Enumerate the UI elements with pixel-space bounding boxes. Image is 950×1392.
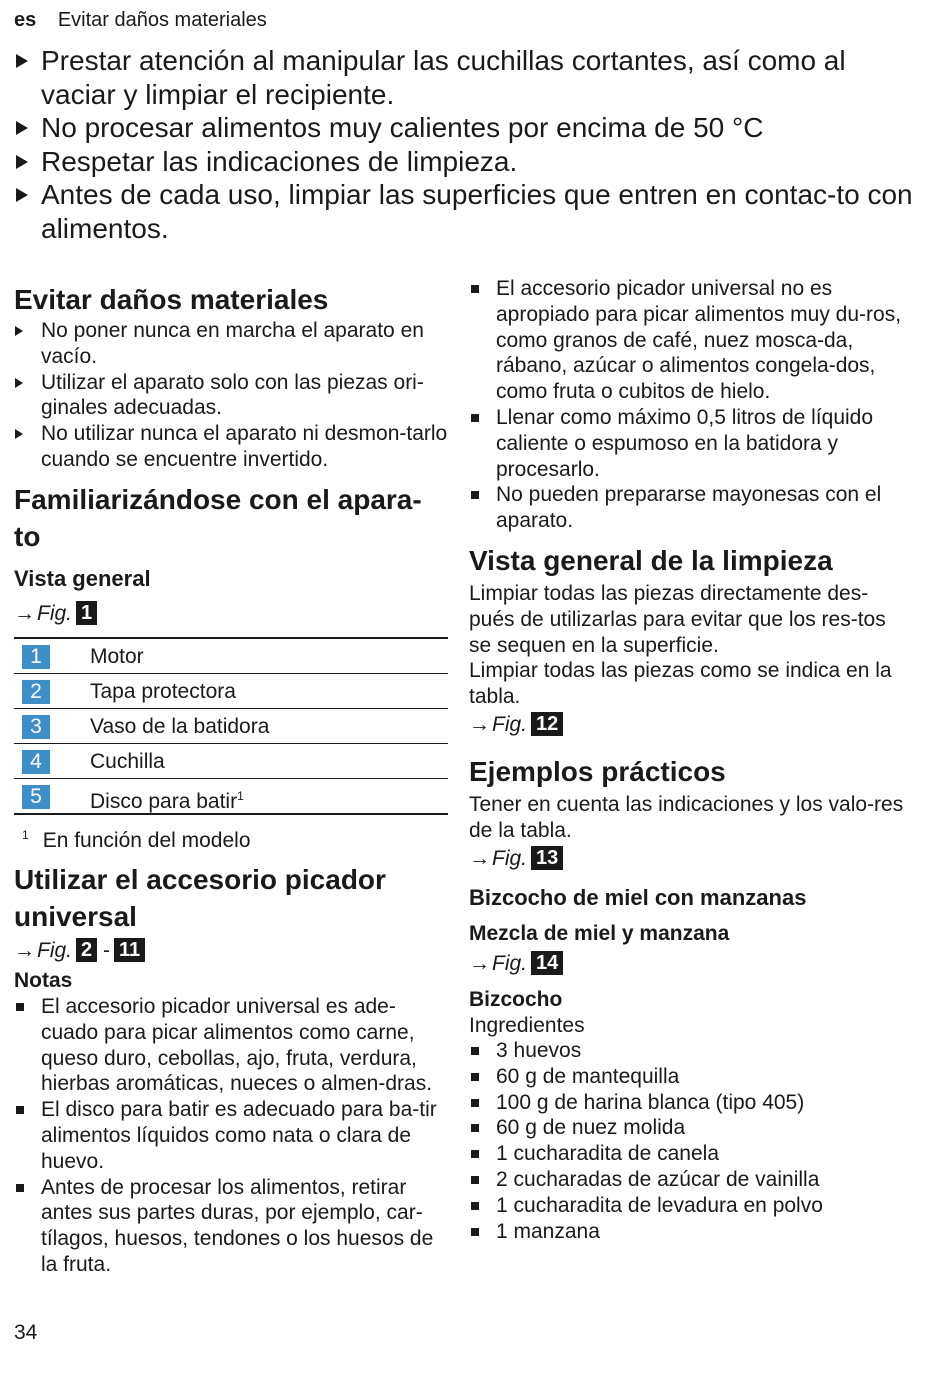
list-item: No poner nunca en marcha el aparato en vacío. <box>14 318 448 370</box>
part-label: Disco para batir$^1$ <box>90 789 244 813</box>
part-label: Motor <box>90 645 144 668</box>
square-bullet-icon <box>471 491 479 499</box>
square-bullet-icon <box>471 1047 479 1055</box>
section-title-chopper: Utilizar el accesorio picador universal <box>14 864 386 932</box>
triangle-bullet-icon <box>16 121 28 135</box>
triangle-bullet-icon <box>16 188 28 202</box>
square-bullet-icon <box>16 1106 24 1114</box>
figure-reference: →Fig. 2 - 11 <box>14 938 145 964</box>
header-title: Evitar daños materiales <box>57 9 267 31</box>
figure-badge: 13 <box>531 846 563 870</box>
figure-badge: 14 <box>531 951 563 975</box>
list-item: 60 g de nuez molida <box>469 1115 909 1141</box>
square-bullet-icon <box>471 414 479 422</box>
list-item: 100 g de harina blanca (tipo 405) <box>469 1090 909 1116</box>
table-footnote: $^1$ En función del modelo <box>22 828 251 852</box>
notes-list-continued <box>469 276 909 534</box>
arrow-icon: → <box>469 952 490 975</box>
arrow-icon: → <box>14 939 35 962</box>
figure-badge: 2 <box>76 938 97 962</box>
part-label: Cuchilla <box>90 750 165 773</box>
ingredients-label: Ingredientes <box>469 1014 585 1037</box>
list-item: El accesorio picador universal no es apropiado para picar alimentos muy du-ros, como granos de café, nuez mosca-da, rábano, azúcar o alimentos congela-dos, como fruta o cubitos de hielo. <box>469 276 909 405</box>
figure-reference: →Fig. 13 <box>469 846 563 872</box>
table-row <box>14 639 448 674</box>
triangle-bullet-icon <box>15 378 23 388</box>
list-item: No procesar alimentos muy calientes por encima de 50 °C <box>14 111 919 145</box>
triangle-bullet-icon <box>15 429 23 439</box>
square-bullet-icon <box>471 1099 479 1107</box>
notes-title: Notas <box>14 969 73 992</box>
square-bullet-icon <box>471 285 479 293</box>
square-bullet-icon <box>16 1184 24 1192</box>
arrow-icon: → <box>469 847 490 870</box>
triangle-bullet-icon <box>16 155 28 169</box>
page-header <box>14 9 267 32</box>
parts-table <box>14 637 448 815</box>
arrow-icon: → <box>14 602 35 625</box>
cake-title: Bizcocho <box>469 988 563 1011</box>
arrow-icon: → <box>469 713 490 736</box>
table-row <box>14 709 448 744</box>
table-row <box>14 674 448 709</box>
list-item: Antes de procesar los alimentos, retirar antes sus partes duras, por ejemplo, car-tílagos, huesos, tendones o los huesos de la fruta. <box>14 1175 448 1278</box>
figure-reference: →Fig. 1 <box>14 601 97 627</box>
figure-reference: →Fig. 12 <box>469 712 563 738</box>
footnote-marker: 1 <box>237 789 244 803</box>
square-bullet-icon <box>471 1073 479 1081</box>
list-item: Utilizar el aparato solo con las piezas ori-ginales adecuadas. <box>14 370 448 422</box>
table-row <box>14 779 448 815</box>
part-number-badge: 5 <box>22 785 50 809</box>
examples-text: Tener en cuenta las indicaciones y los valo-res de la tabla. <box>469 793 904 842</box>
list-item: 2 cucharadas de azúcar de vainilla <box>469 1167 909 1193</box>
list-item: Prestar atención al manipular las cuchillas cortantes, así como al vaciar y limpiar el recipiente. <box>14 44 919 111</box>
triangle-bullet-icon <box>16 54 28 68</box>
figure-badge: 11 <box>114 938 145 962</box>
list-item: No utilizar nunca el aparato ni desmon-tarlo cuando se encuentre invertido. <box>14 421 448 473</box>
square-bullet-icon <box>471 1150 479 1158</box>
ingredients-list <box>469 1038 909 1244</box>
square-bullet-icon <box>471 1176 479 1184</box>
section-title-cleaning: Vista general de la limpieza <box>469 545 833 576</box>
square-bullet-icon <box>16 1003 24 1011</box>
list-item: 1 manzana <box>469 1219 909 1245</box>
mix-title: Mezcla de miel y manzana <box>469 922 730 945</box>
section-title-familiar: Familiarizándose con el apara-to <box>14 484 422 552</box>
part-label: Tapa protectora <box>90 680 236 703</box>
square-bullet-icon <box>471 1202 479 1210</box>
list-item: 1 cucharadita de levadura en polvo <box>469 1193 909 1219</box>
list-item: Llenar como máximo 0,5 litros de líquido caliente o espumoso en la batidora y procesarlo. <box>469 405 909 482</box>
part-number-badge: 3 <box>22 715 50 739</box>
list-item: No pueden prepararse mayonesas con el aparato. <box>469 482 909 534</box>
square-bullet-icon <box>471 1228 479 1236</box>
recipe-title: Bizcocho de miel con manzanas <box>469 885 807 910</box>
list-item: 1 cucharadita de canela <box>469 1141 909 1167</box>
safety-bullet-list <box>14 44 919 245</box>
figure-badge: 12 <box>531 712 563 736</box>
damage-list <box>14 318 448 473</box>
page-number: 34 <box>14 1321 38 1344</box>
section-title-examples: Ejemplos prácticos <box>469 756 726 787</box>
list-item: Antes de cada uso, limpiar las superficies que entren en contac-to con alimentos. <box>14 178 919 245</box>
subsection-title-overview: Vista general <box>14 566 151 591</box>
language-code: es <box>14 9 37 31</box>
part-label: Vaso de la batidora <box>90 715 270 738</box>
table-row <box>14 744 448 779</box>
triangle-bullet-icon <box>15 326 23 336</box>
list-item: Respetar las indicaciones de limpieza. <box>14 145 919 179</box>
list-item: 60 g de mantequilla <box>469 1064 909 1090</box>
part-number-badge: 1 <box>22 645 50 669</box>
cleaning-text-2: Limpiar todas las piezas como se indica en la tabla. <box>469 659 892 708</box>
list-item: El accesorio picador universal es ade-cuado para picar alimentos como carne, queso duro, cebollas, ajo, fruta, verdura, hierbas aromáticas, nueces o almen-dras. <box>14 994 448 1097</box>
figure-reference: →Fig. 14 <box>469 951 563 977</box>
figure-badge: 1 <box>76 601 97 625</box>
cleaning-text: Limpiar todas las piezas directamente des-pués de utilizarlas para evitar que los res-tos se sequen en la superficie. <box>469 582 886 657</box>
list-item: 3 huevos <box>469 1038 909 1064</box>
section-title-damage: Evitar daños materiales <box>14 284 329 315</box>
notes-list <box>14 994 448 1278</box>
part-number-badge: 4 <box>22 750 50 774</box>
list-item: El disco para batir es adecuado para ba-tir alimentos líquidos como nata o clara de huevo. <box>14 1097 448 1174</box>
square-bullet-icon <box>471 1124 479 1132</box>
part-number-badge: 2 <box>22 680 50 704</box>
